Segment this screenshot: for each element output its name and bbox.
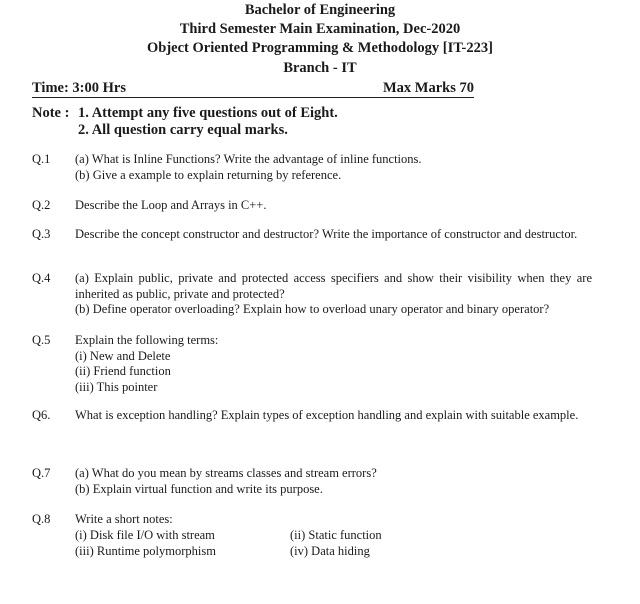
short-notes-grid <box>75 528 592 560</box>
branch-title: Branch - IT <box>283 60 357 76</box>
question-text: (a) Explain public, private and protected access specifiers and show their visibility when they are inherited as public, private and protected? <box>75 271 592 301</box>
question-number: Q.5 <box>32 333 51 347</box>
question-number: Q.4 <box>32 271 51 285</box>
question-number: Q.3 <box>32 227 51 241</box>
short-note-item: (iv) Data hiding <box>290 543 370 558</box>
time-marks-row <box>32 80 474 94</box>
question-text: Describe the Loop and Arrays in C++. <box>75 198 267 212</box>
question-number: Q.8 <box>32 512 51 526</box>
subject-title: Object Oriented Programming & Methodology [IT-223] <box>147 40 493 56</box>
question-number: Q.7 <box>32 466 51 480</box>
question-text: (a) What is Inline Functions? Write the advantage of inline functions. <box>75 152 422 166</box>
institution-title: Bachelor of Engineering <box>244 2 396 18</box>
exam-title: Third Semester Main Examination, Dec-2020 <box>179 21 461 37</box>
question-text: Write a short notes: <box>75 512 173 526</box>
question-text: (ii) Friend function <box>75 364 171 378</box>
question-number: Q6. <box>32 408 51 422</box>
question-text: Describe the concept constructor and destructor? Write the importance of constructor and destructor. <box>75 227 578 241</box>
note-label: Note : <box>32 105 70 121</box>
question-number: Q.1 <box>32 152 51 166</box>
note-item-2: 2. All question carry equal marks. <box>78 122 288 138</box>
short-note-item: (ii) Static function <box>290 527 382 542</box>
question-text: (i) New and Delete <box>75 348 171 363</box>
question-text: (b) Give a example to explain returning by reference. <box>75 167 342 182</box>
question-text: Explain the following terms: <box>75 333 219 347</box>
header-rule <box>32 97 474 98</box>
time-label: Time: 3:00 Hrs <box>32 80 126 96</box>
question-number: Q.2 <box>32 198 51 212</box>
max-marks-label: Max Marks 70 <box>382 80 474 96</box>
question-text: (a) What do you mean by streams classes and stream errors? <box>75 466 377 480</box>
question-text: (b) Explain virtual function and write its purpose. <box>75 481 323 496</box>
question-text: What is exception handling? Explain types of exception handling and explain with suitable example. <box>75 408 579 422</box>
note-item-1: 1. Attempt any five questions out of Eight. <box>78 105 338 121</box>
short-note-item: (i) Disk file I/O with stream <box>75 527 215 542</box>
question-text: (b) Define operator overloading? Explain how to overload unary operator and binary operator? <box>75 302 550 316</box>
question-text: (iii) This pointer <box>75 379 158 394</box>
short-note-item: (iii) Runtime polymorphism <box>75 543 216 558</box>
